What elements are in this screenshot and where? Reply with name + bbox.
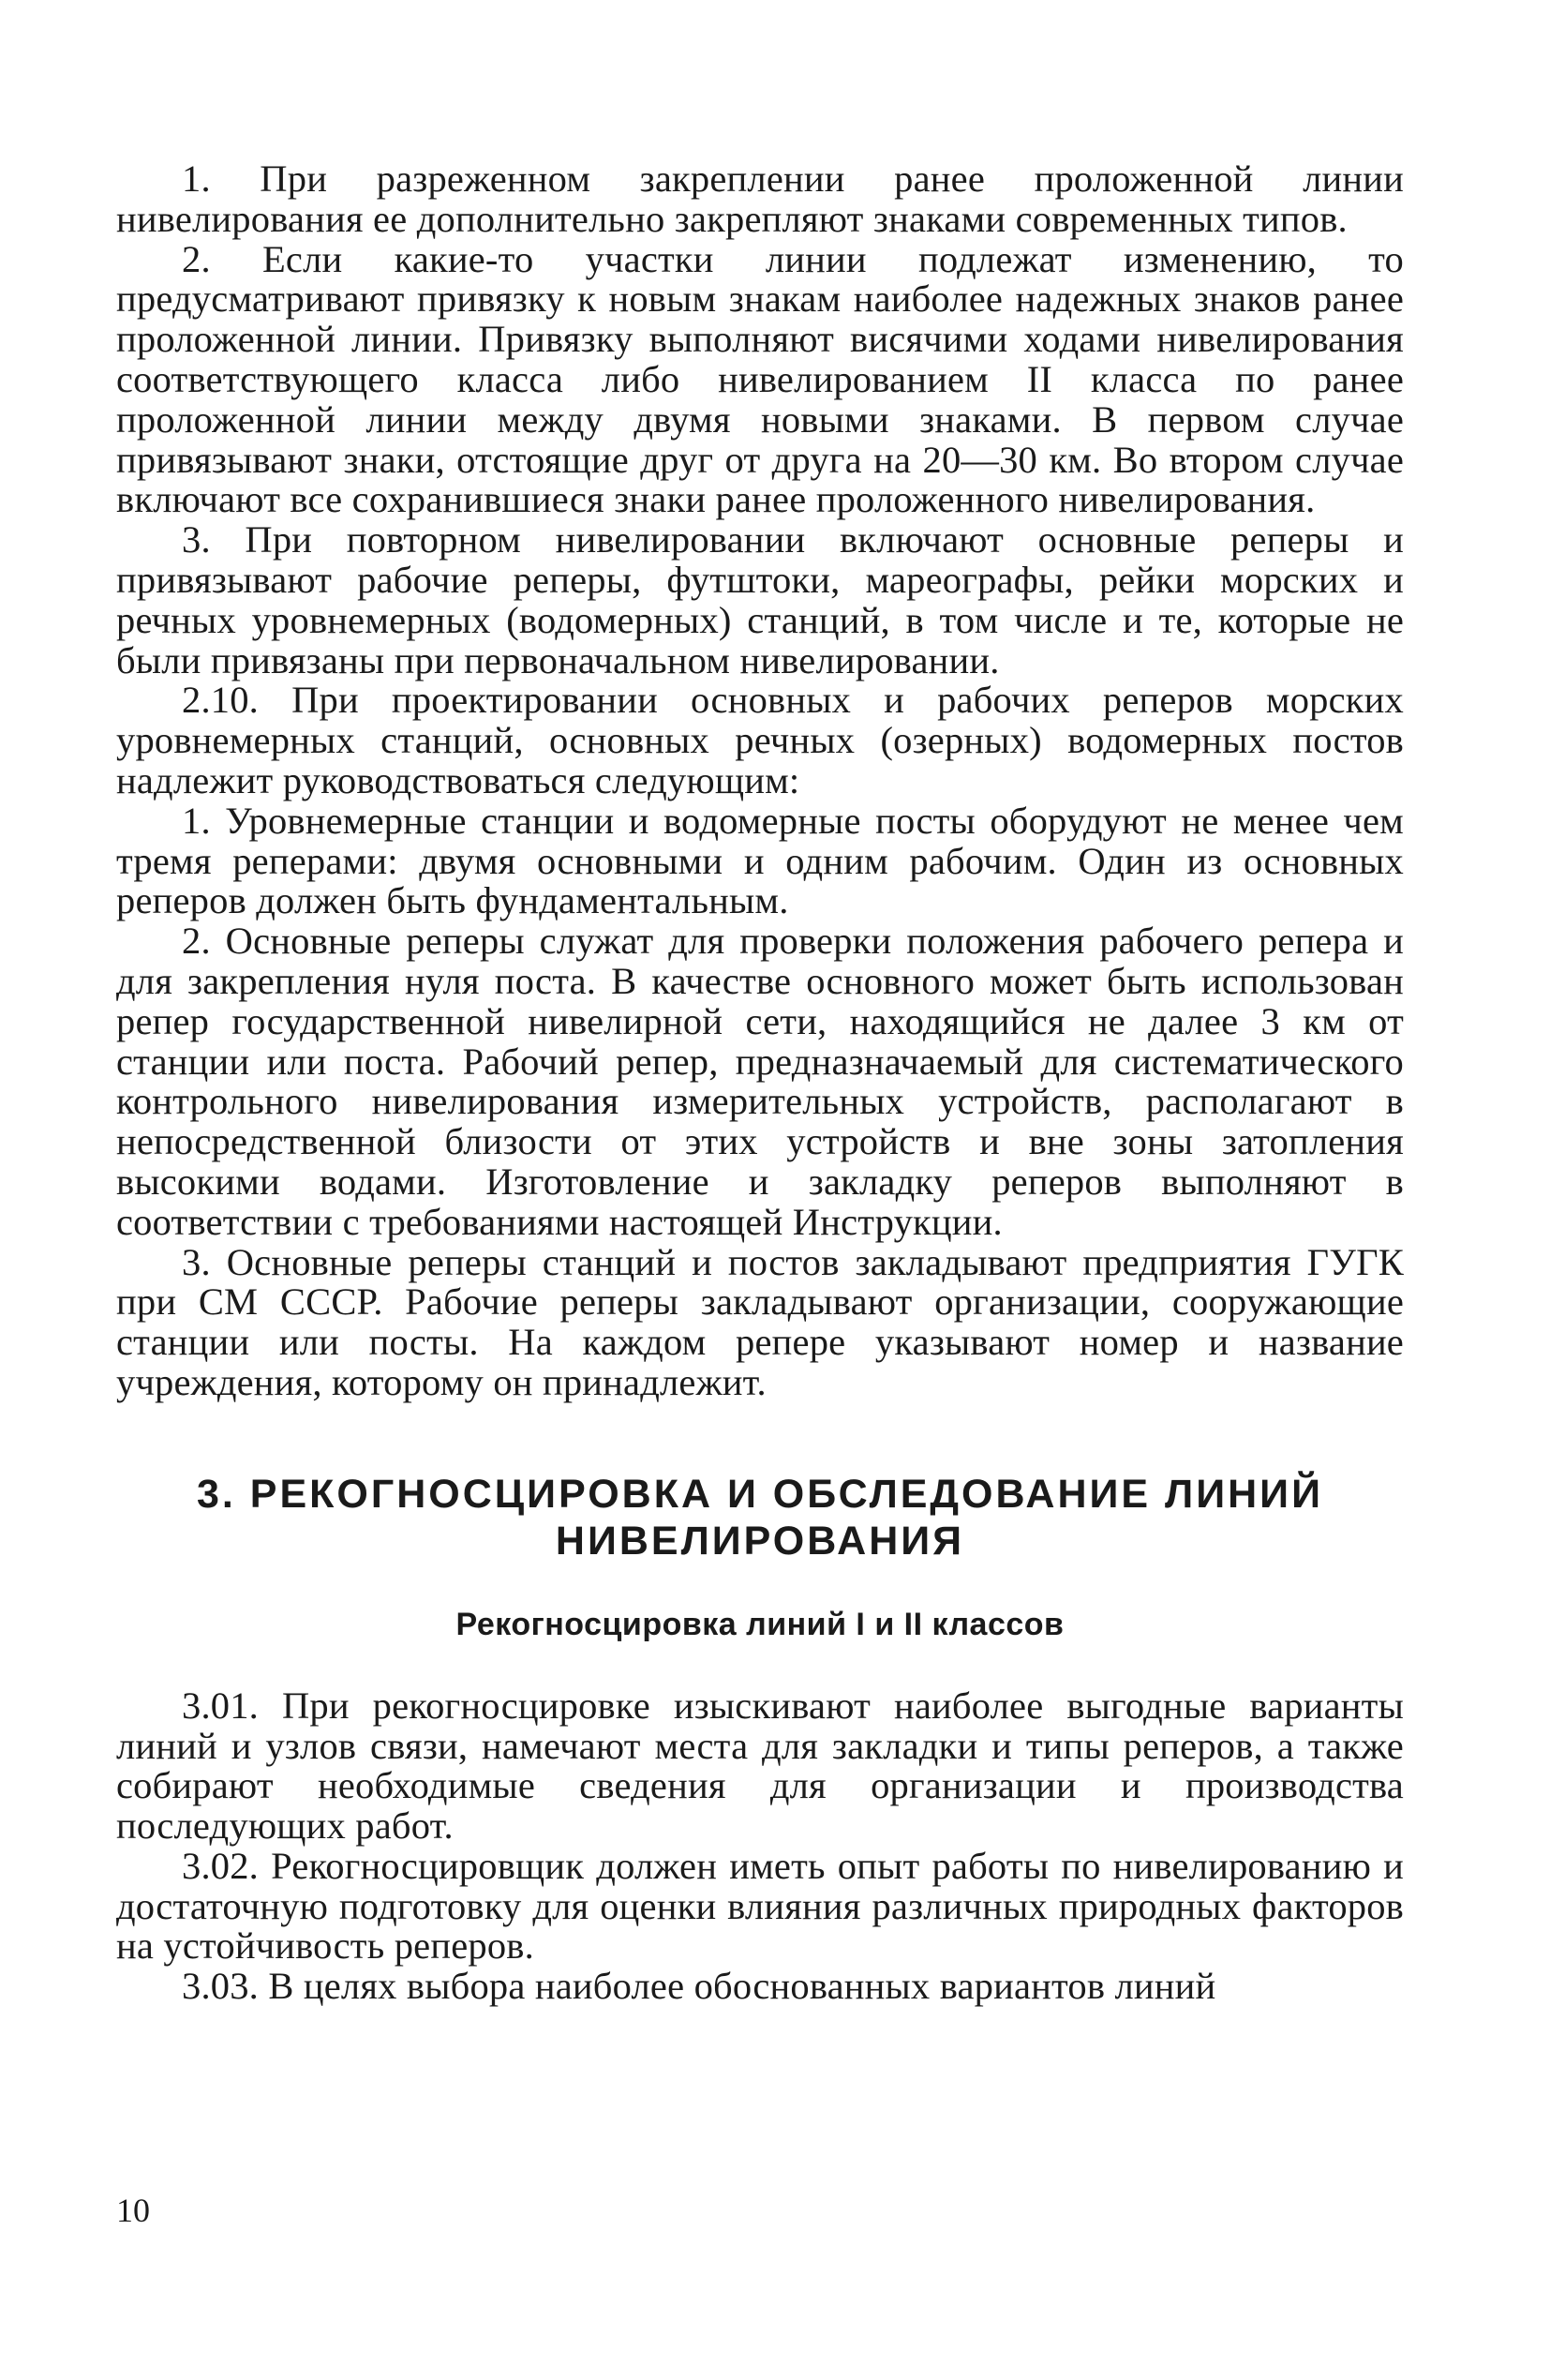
paragraph-2-10-design: 2.10. При проектировании основных и рабочих реперов морских уровнемерных станций, основных речных (озерных) водомерных постов надлежит руководствоваться следующим: (116, 679, 1404, 801)
paragraph-3-benchmark-laying: 3. Основные реперы станций и постов закладывают предприятия ГУГК при СМ СССР. Рабочие реперы закладывают организации, сооружающие станции или посты. На каждом репере указывают номер и название учреждения, которому он принадлежит. (116, 1240, 1404, 1403)
paragraph-3-01: 3.01. При рекогносцировке изыскивают наиболее выгодные варианты линий и узлов связи, намечают места для закладки и типы реперов, а также собирают необходимые сведения для организации и производства последующих работ. (116, 1684, 1404, 1848)
paragraph-3-repeat-leveling: 3. При повторном нивелировании включают основные реперы и привязывают рабочие реперы, футштоки, мареографы, рейки морских и речных уровнемерных (водомерных) станций, в том числе и те, которые не были привязаны при первоначальном нивелировании. (116, 518, 1404, 681)
paragraph-1-stations-benchmarks: 1. Уровнемерные станции и водомерные посты оборудуют не менее чем тремя реперами: двумя основными и одним рабочим. Один из основных реперов должен быть фундаментальным. (116, 799, 1404, 922)
page-body (116, 159, 1404, 2007)
paragraph-3-02: 3.02. Рекогносцировщик должен иметь опыт работы по нивелированию и достаточную подготовку для оценки влияния различных природных факторов на устойчивость реперов. (116, 1844, 1404, 1968)
page-number: 10 (116, 2192, 150, 2229)
paragraph-2-line-changes: 2. Если какие-то участки линии подлежат изменению, то предусматривают привязку к новым знакам наиболее надежных знаков ранее проложенной линии. Привязку выполняют висячими ходами нивелирования соответствующего класса либо нивелированием II класса по ранее проложенной линии между двумя новыми знаками. В первом случае привязывают знаки, отстоящие друг от друга на 20—30 км. Во втором случае включают все сохранившиеся знаки ранее проложенного нивелирования. (116, 237, 1404, 521)
paragraph-3-03: 3.03. В целях выбора наиболее обоснованных вариантов линий (182, 1965, 1216, 2008)
subsection-title: Рекогносцировка линий I и II классов (455, 1606, 1065, 1642)
paragraph-2-main-benchmarks: 2. Основные реперы служат для проверки положения рабочего репера и для закрепления нуля поста. В качестве основного может быть использован репер государственной нивелирной сети, находящийся не далее 3 км от станции или поста. Рабочий репер, предназначаемый для систематического контрольного нивелирования измерительных устройств, располагают в непосредственной близости от этих устройств и вне зоны затопления высокими водами. Изготовление и закладку реперов выполняют в соответствии с требованиями настоящей Инструкции. (116, 920, 1404, 1243)
paragraph-1-intermittent-fixing: 1. При разреженном закреплении ранее проложенной линии нивелирования ее дополнительно закрепляют знаками современных типов. (116, 157, 1404, 240)
section-title: 3. РЕКОГНОСЦИРОВКА И ОБСЛЕДОВАНИЕ ЛИНИЙ НИВЕЛИРОВАНИЯ (196, 1471, 1323, 1564)
